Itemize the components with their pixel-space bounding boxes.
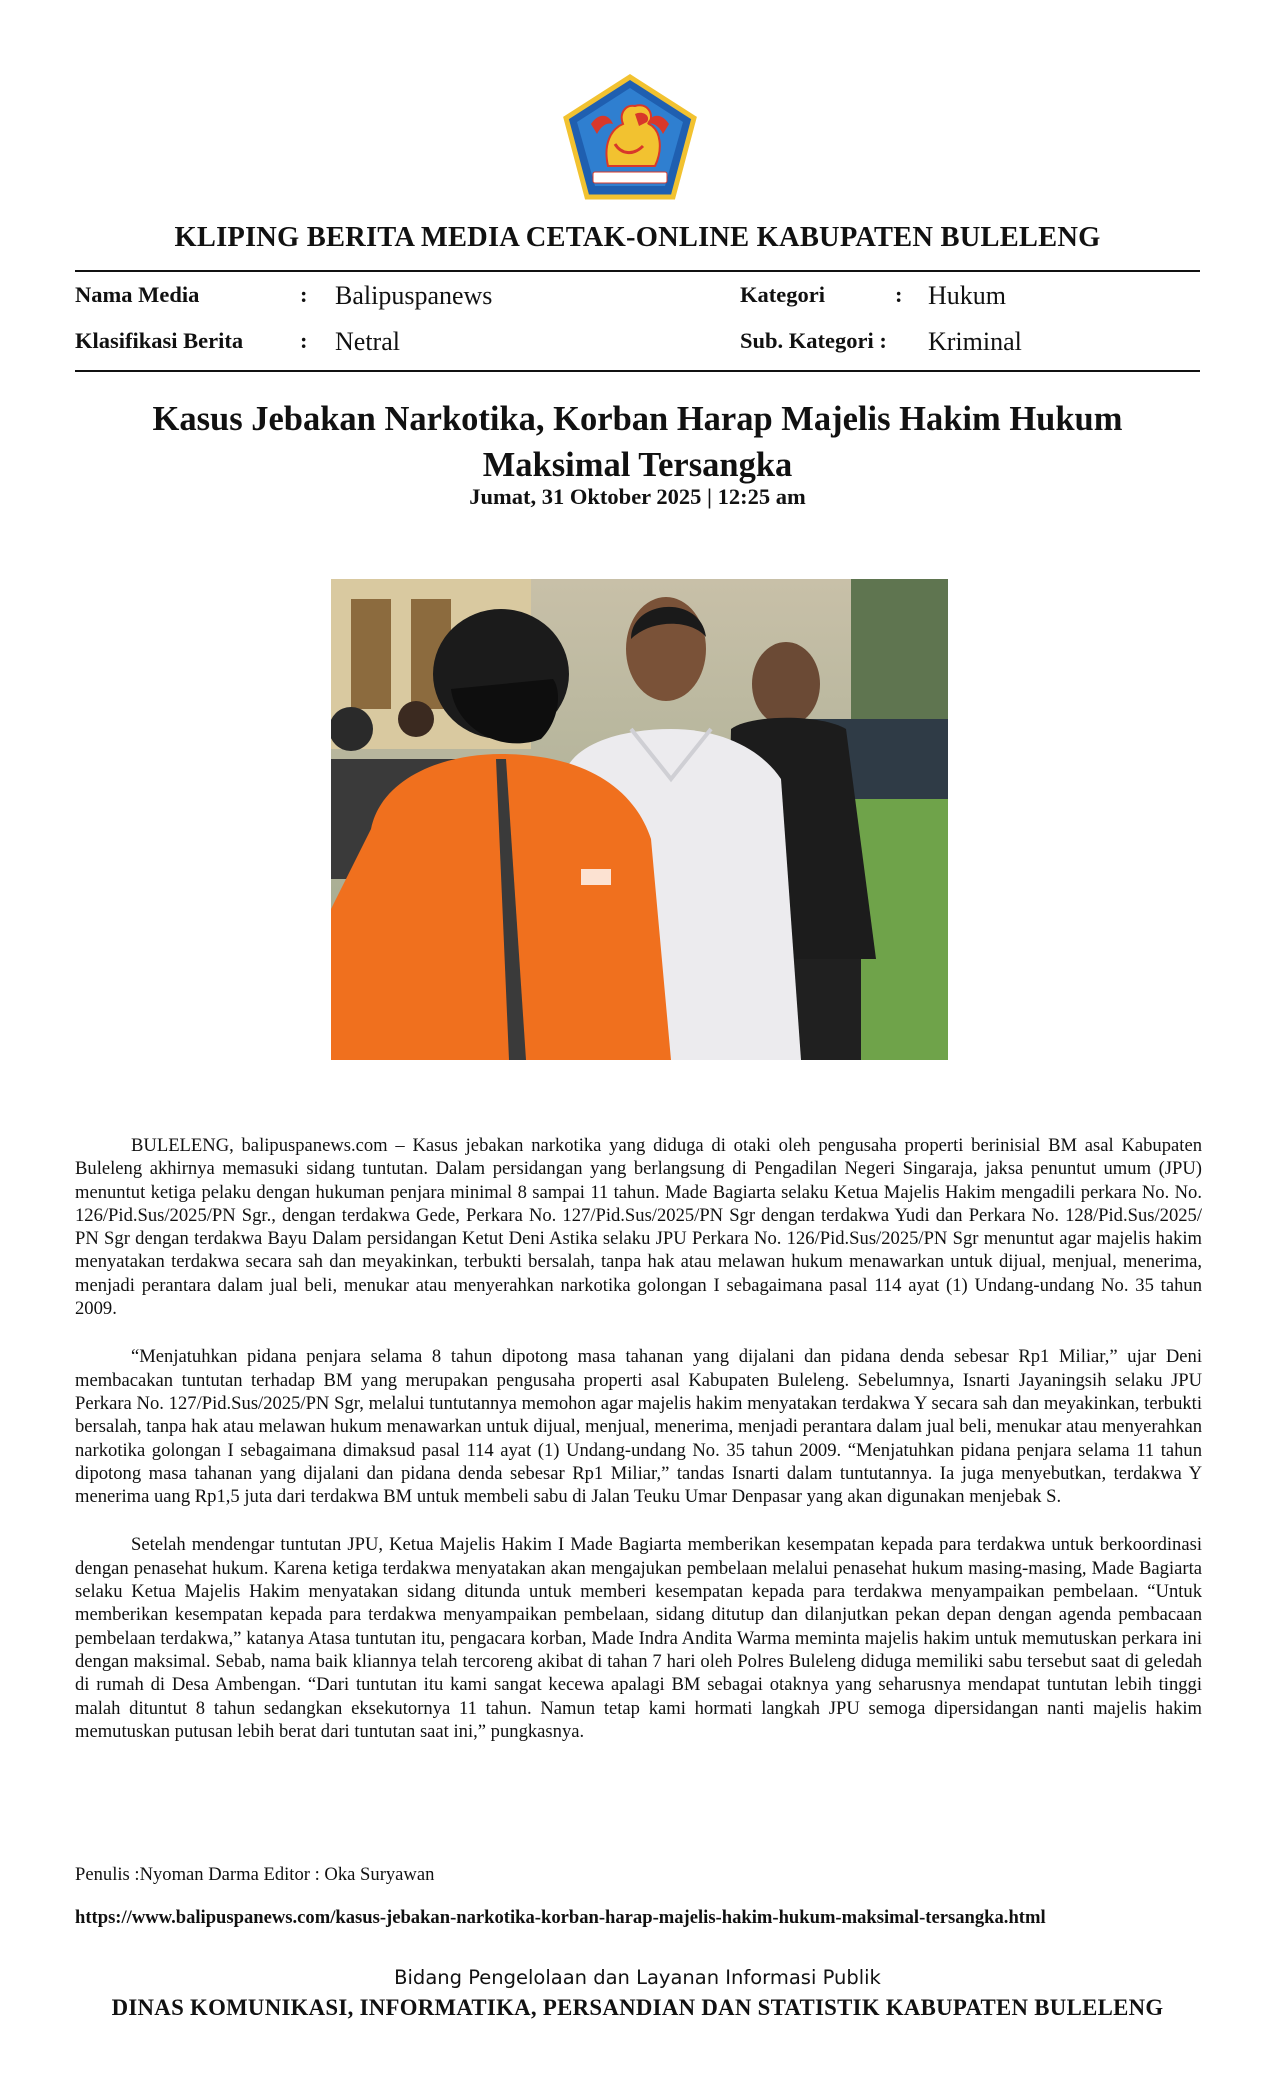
- classification-value: Netral: [335, 327, 400, 356]
- article-headline: Kasus Jebakan Narkotika, Korban Harap Majelis Hakim Hukum Maksimal Tersangka: [152, 400, 1123, 484]
- article-paragraph-1: BULELENG, balipuspanews.com – Kasus jebakan narkotika yang diduga di otaki oleh pengusaha properti berinisial BM asal Kabupaten Buleleng akhirnya memasuki sidang tuntutan. Dalam persidangan yang berlangsung di Pengadilan Negeri Singaraja, jaksa penuntut umum (JPU) menuntut ketiga pelaku dengan hukuman penjara minimal 8 sampai 11 tahun. Made Bagiarta selaku Ketua Majelis Hakim mengadili perkara No. No. 126/Pid.Sus/2025/PN Sgr., dengan terdakwa Gede, Perkara No. 127/Pid.Sus/2025/PN Sgr dengan terdakwa Yudi dan Perkara No. 128/Pid.Sus/2025/ PN Sgr dengan terdakwa Bayu Dalam persidangan Ketut Deni Astika selaku JPU Perkara No. 126/Pid.Sus/2025/PN Sgr menuntut agar majelis hakim menyatakan terdakwa secara sah dan meyakinkan, terbukti bersalah, tanpa hak atau melawan hukum menawarkan untuk dijual, menjual, menerima, menjadi perantara dalam jual beli, menukar atau menyerahkan narkotika golongan I sebagaimana pasal 114 ayat (1) Undang-undang No. 35 tahun 2009.: [75, 1135, 1202, 1320]
- category-colon: :: [895, 282, 903, 307]
- media-value: Balipuspanews: [335, 281, 493, 310]
- category-label: Kategori: [740, 282, 825, 307]
- meta-divider: [75, 370, 1200, 372]
- category-value: Hukum: [928, 281, 1006, 310]
- classification-colon: :: [300, 328, 308, 353]
- masthead-title: KLIPING BERITA MEDIA CETAK-ONLINE KABUPATEN BULELENG: [174, 222, 1101, 253]
- article-paragraph-2: “Menjatuhkan pidana penjara selama 8 tahun dipotong masa tahanan yang dijalani dan pidana denda sebesar Rp1 Miliar,” ujar Deni membacakan tuntutan terhadap BM yang merupakan pengusaha properti asal Kabupaten Buleleng. Sebelumnya, Isnarti Jayaningsih selaku JPU Perkara No. 127/Pid.Sus/2025/PN Sgr, melalui tuntutannya memohon agar majelis hakim menyatakan terdakwa Y secara sah dan meyakinkan, terbukti bersalah, tanpa hak atau melawan hukum menawarkan untuk dijual, menjual, menerima, menjadi perantara dalam jual beli, menukar atau menyerahkan narkotika golongan I sebagaimana dimaksud pasal 114 ayat (1) Undang-undang No. 35 tahun 2009. “Menjatuhkan pidana penjara selama 11 tahun dipotong masa tahanan yang dijalani dan pidana denda sebesar Rp1 Miliar,” tandas Isnarti dalam tuntutannya. Ia juga menyebutkan, terdakwa Y menerima uang Rp1,5 juta dari terdakwa BM untuk membeli sabu di Jalan Teuku Umar Denpasar yang akan digunakan menjebak S.: [75, 1346, 1202, 1508]
- header-divider: [75, 270, 1200, 272]
- classification-label: Klasifikasi Berita: [75, 328, 244, 353]
- footer-department: Bidang Pengelolaan dan Layanan Informasi Publik: [394, 1966, 881, 1989]
- article-paragraph-3: Setelah mendengar tuntutan JPU, Ketua Majelis Hakim I Made Bagiarta memberikan kesempatan kepada para terdakwa untuk berkoordinasi dengan penasehat hukum. Karena ketiga terdakwa menyatakan akan mengajukan pembelaan melalui penasehat hukum masing-masing, Made Bagiarta selaku Ketua Majelis Hakim menyatakan sidang ditunda untuk memberi kesempatan kepada para terdakwa menyampaikan pembelaan. “Untuk memberikan kesempatan kepada para terdakwa menyampaikan pembelaan, sidang ditutup dan dilanjutkan pekan depan dengan agenda pembacaan pembelaan terdakwa,” katanya Atasa tuntutan itu, pengacara korban, Made Indra Andita Warma meminta majelis hakim untuk memutuskan perkara ini dengan maksimal. Sebab, nama baik kliannya telah tercoreng akibat di tahan 7 hari oleh Polres Buleleng diduga memiliki sabu tersebut saat di geledah di rumah di Desa Ambengan. “Dari tuntutan itu kami sangat kecewa apalagi BM sebagai otaknya yang seharusnya mendapat tuntutan lebih tinggi malah dituntut 8 tahun sedangkan eksekutornya 11 tahun. Namun tetap kami hormati langkah JPU semoga dipersidangan nanti majelis hakim memutuskan putusan lebih berat dari tuntutan saat ini,” pungkasnya.: [75, 1534, 1202, 1742]
- subcategory-value: Kriminal: [928, 327, 1022, 356]
- media-colon: :: [300, 282, 308, 307]
- source-url-link[interactable]: https://www.balipuspanews.com/kasus-jebakan-narkotika-korban-harap-majelis-hakim-hukum-maksimal-tersangka.html: [75, 1907, 1046, 1928]
- article-date: Jumat, 31 Oktober 2025 | 12:25 am: [469, 484, 806, 509]
- article-body: [75, 1134, 1202, 1768]
- article-credits: Penulis :Nyoman Darma Editor : Oka Suryawan: [75, 1864, 435, 1885]
- subcategory-label: Sub. Kategori :: [740, 328, 887, 353]
- article-photo: [331, 579, 948, 1060]
- footer-agency: DINAS KOMUNIKASI, INFORMATIKA, PERSANDIAN DAN STATISTIK KABUPATEN BULELENG: [111, 1995, 1164, 2020]
- buleleng-regency-logo: [563, 74, 697, 200]
- media-label: Nama Media: [75, 282, 200, 307]
